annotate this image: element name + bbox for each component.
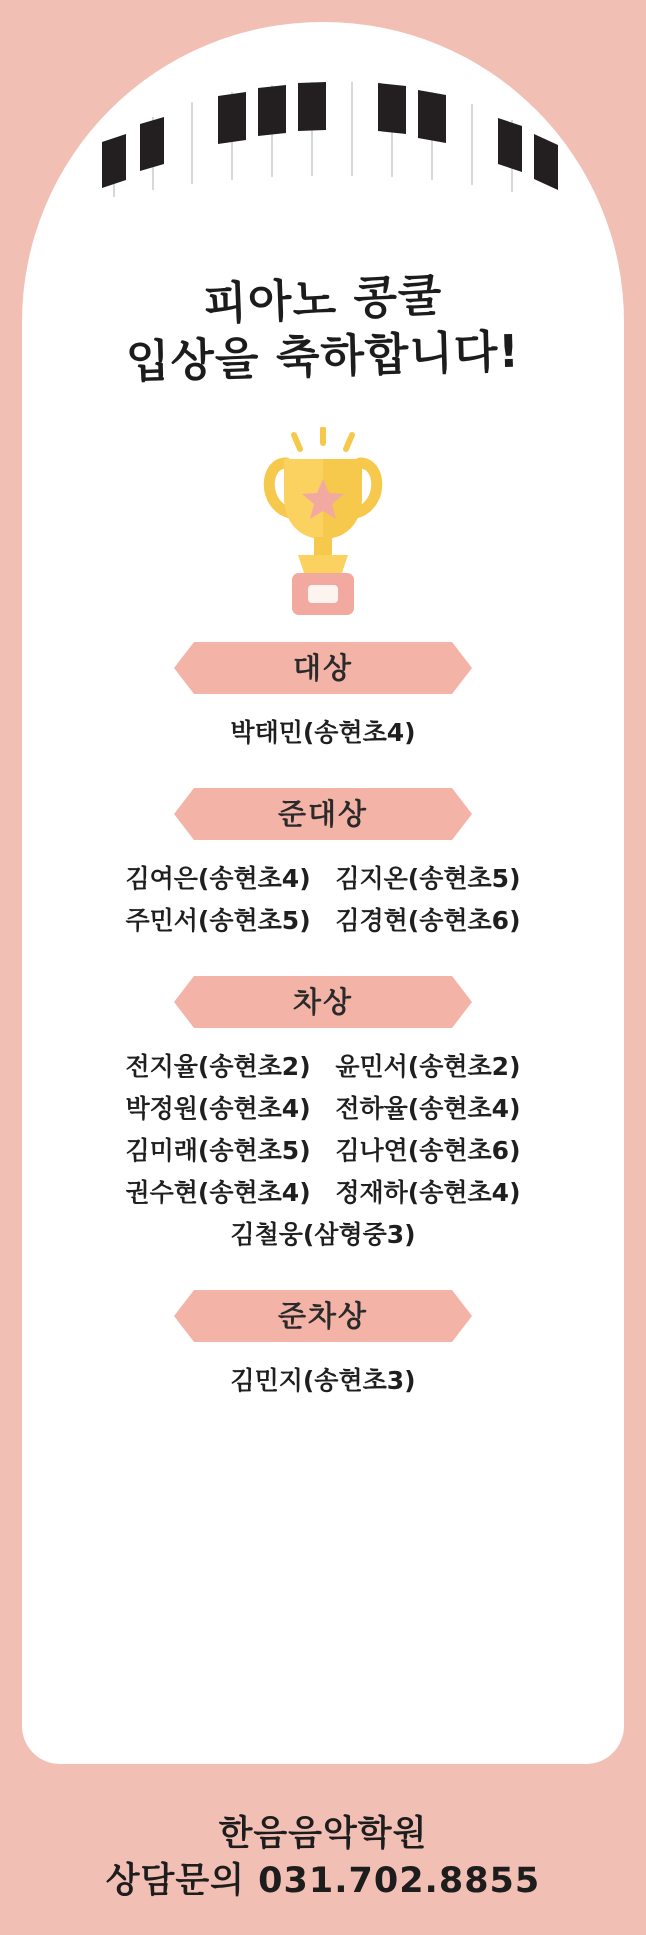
- award-name-row: [22, 1360, 624, 1402]
- poster-card: [22, 22, 624, 1764]
- award-title-ribbon: 차상: [194, 976, 452, 1028]
- award-name-row: [22, 1046, 624, 1088]
- award-title-ribbon: 준차상: [194, 1290, 452, 1342]
- award-title-ribbon: 대상: [194, 642, 452, 694]
- award-name-row: [22, 900, 624, 942]
- award-name-row: [22, 1130, 624, 1172]
- award-block: [22, 788, 624, 942]
- award-name: 박정원(송현초4): [125, 1094, 311, 1123]
- award-names: [22, 1360, 624, 1402]
- award-name-row: [22, 712, 624, 754]
- footer: [0, 1811, 646, 1905]
- headline-line-1: 피아노 콩쿨: [202, 268, 444, 331]
- award-name: 김여은(송현초4): [125, 864, 311, 893]
- award-name-row: [22, 1214, 624, 1256]
- piano-keys-icon: [22, 22, 624, 252]
- award-name: 주민서(송현초5): [125, 906, 311, 935]
- award-name: 김미래(송현초5): [125, 1136, 311, 1165]
- page-title: [22, 268, 624, 389]
- award-name: 김지온(송현초5): [335, 864, 521, 893]
- award-name: 윤민서(송현초2): [335, 1052, 521, 1081]
- academy-name: 한음음악학원: [218, 1814, 428, 1854]
- award-name: 김경현(송현초6): [335, 906, 521, 935]
- award-block: [22, 1290, 624, 1402]
- award-block: [22, 642, 624, 754]
- award-block: [22, 976, 624, 1256]
- award-title-ribbon: 준대상: [194, 788, 452, 840]
- contact-info: 상담문의 031.702.8855: [105, 1861, 541, 1901]
- award-name-row: [22, 1172, 624, 1214]
- headline-line-2: 입상을 축하합니다!: [125, 324, 521, 389]
- award-name: 권수현(송현초4): [125, 1178, 311, 1207]
- award-name: 박태민(송현초4): [230, 718, 416, 747]
- award-name: 김나연(송현초6): [335, 1136, 521, 1165]
- award-names: [22, 1046, 624, 1256]
- trophy-icon: [248, 427, 398, 617]
- award-name: 김철웅(삼형중3): [230, 1220, 416, 1249]
- award-name-row: [22, 1088, 624, 1130]
- award-name: 전하율(송현초4): [335, 1094, 521, 1123]
- awards-list: [22, 642, 624, 1402]
- award-name: 김민지(송현초3): [230, 1366, 416, 1395]
- award-names: [22, 858, 624, 942]
- award-name: 정재하(송현초4): [335, 1178, 521, 1207]
- award-names: [22, 712, 624, 754]
- award-name-row: [22, 858, 624, 900]
- award-name: 전지율(송현초2): [125, 1052, 311, 1081]
